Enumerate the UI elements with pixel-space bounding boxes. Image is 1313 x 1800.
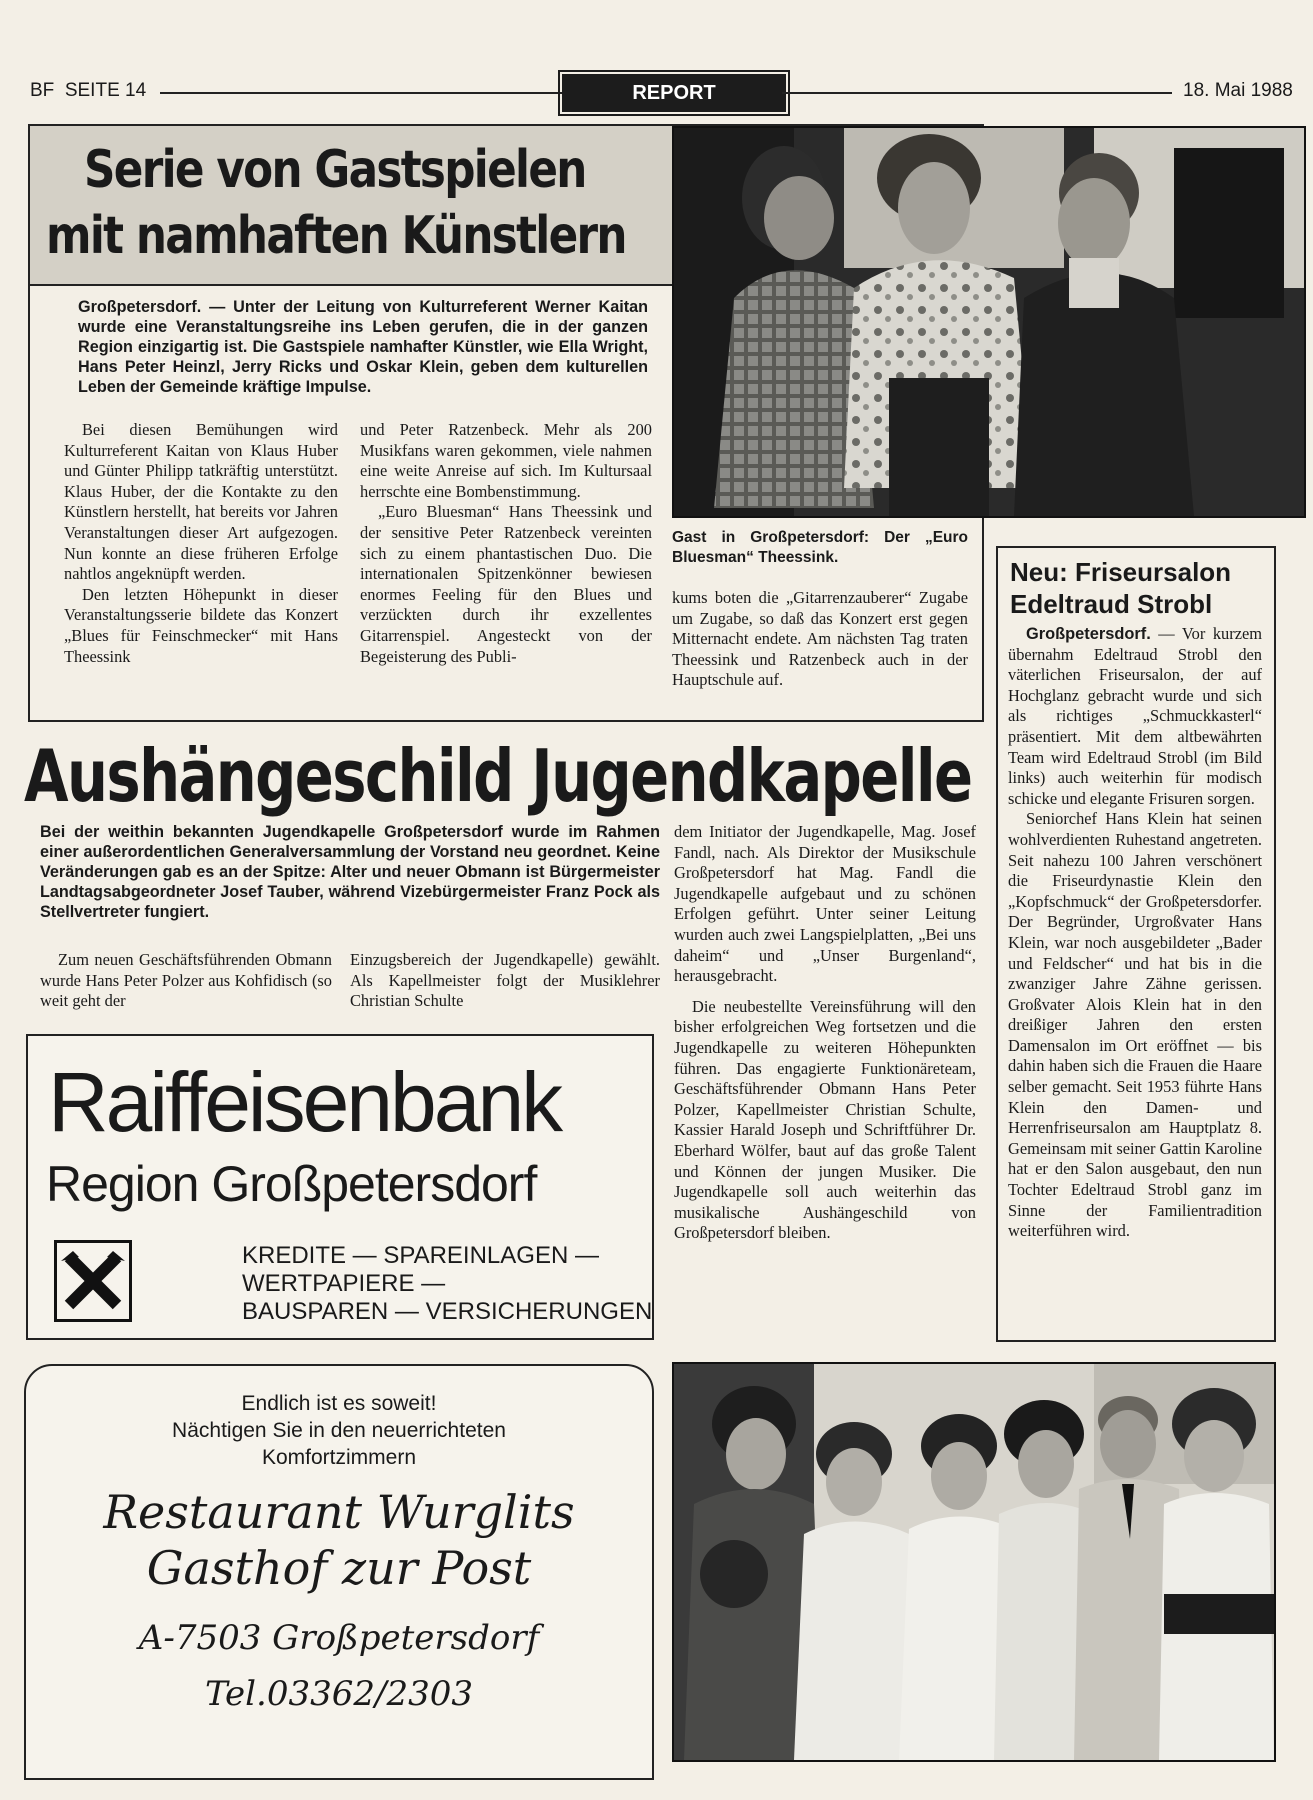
article2-col3 [674, 822, 976, 1244]
paragraph: Den letzten Höhepunkt in dieser Veranstaltungsserie bildete das Konzert „Blues für Feinschmecker“ mit Hans Theessink [64, 584, 338, 666]
article2-col2 [350, 950, 660, 1012]
article1-headline-box [30, 126, 674, 286]
bank-region: Region Großpetersdorf [46, 1156, 537, 1212]
musicians-photo-image [674, 128, 1304, 516]
article1-headline-line2: mit namhaften Künstlern [46, 206, 626, 266]
salon-team-photo [672, 1362, 1276, 1762]
paragraph: Zum neuen Geschäftsführenden Obmann wurde Hans Peter Polzer aus Kohfidisch (so weit geht der [40, 950, 332, 1011]
restaurant-phone: Tel.03362/2303 [205, 1674, 473, 1714]
article1-lead: Großpetersdorf. — Unter der Leitung von Kulturreferent Werner Kaitan wurde eine Veranstaltungsreihe ins Leben gerufen, die in der ganzen Region einzigartig ist. Die Gastspiele namhafter Künstler, wie Ella Wright, Hans Peter Heinzl, Jerry Ricks und Oskar Klein, geben dem kulturellen Leben der Gemeinde kräftige Impulse. [78, 298, 648, 396]
article3-headline-line1: Neu: Friseursalon [1010, 557, 1232, 587]
restaurant-ad-line: Nächtigen Sie in den neuerrichteten [172, 1419, 506, 1442]
restaurant-ad [24, 1364, 654, 1780]
article2-lead: Bei der weithin bekannten Jugendkapelle Großpetersdorf wurde im Rahmen einer außerordentlichen Generalversammlung der Vorstand neu geordnet. Keine Veränderungen gab es an der Spitze: Alter und neuer Obmann ist Bürgermeister Landtagsabgeordneter Josef Tauber, während Vizebürgermeister Franz Pock als Stellvertreter fungiert. [40, 823, 660, 921]
concert-photo-caption: Gast in Großpetersdorf: Der „Euro Bluesman“ Theessink. [672, 529, 968, 566]
restaurant-name: Restaurant Wurglits [103, 1485, 575, 1539]
paragraph: dem Initiator der Jugendkapelle, Mag. Josef Fandl, nach. Als Direktor der Musikschule Großpetersdorf hat Mag. Fandl die Jugendkapelle aufgebaut und zu schönen Erfolgen geführt. Unter seiner Leitung wurden auch zwei Langspielplatten, „Bei uns daheim“ und „Unser Burgenland“, herausgebracht. [674, 822, 976, 986]
header-rule-right [782, 92, 1172, 94]
bank-services [242, 1242, 652, 1326]
paragraph: Bei diesen Bemühungen wird Kulturreferent Kaitan von Klaus Huber und Günter Philipp tatkräftig unterstützt. Klaus Huber, der die Kontakte zu den Künstlern herstellt, hat bereits vor Jahren Veranstaltungen dieser Art aufgezogen. Nun konnte an diese früheren Erfolge nahtlos angeknüpft werden. [64, 420, 338, 584]
raiffeisen-giebelkreuz-logo [54, 1240, 132, 1322]
article3-headline [1010, 556, 1266, 620]
article2-col1 [40, 950, 332, 1012]
bank-services-line: WERTPAPIERE — [242, 1270, 446, 1297]
article1-col3 [672, 588, 968, 691]
page-label: BF SEITE 14 [30, 80, 147, 101]
restaurant-ad-line: Endlich ist es soweit! [241, 1392, 437, 1415]
restaurant-ad-line: Komfortzimmern [261, 1446, 417, 1469]
section-tag: REPORT [562, 74, 786, 112]
paragraph: — Vor kurzem übernahm Edeltraud Strobl den väterlichen Friseursalon, der auf Hochglanz gebracht wurde und sich als richtiges „Schmuckkasterl“ präsentiert. Mit dem altbewährten Team wird Edeltraud Strobl (im Bild links) auch weiterhin für modisch schicke und elegante Frisuren sorgen. [1008, 624, 1262, 808]
paragraph: und Peter Ratzenbeck. Mehr als 200 Musikfans waren gekommen, viele nahmen eine weite Anreise auf sich. Im Kultursaal herrschte eine Bombenstimmung. [360, 420, 652, 501]
issue-date: 18. Mai 1988 [1183, 80, 1293, 101]
paragraph: Die neubestellte Vereinsführung will den bisher erfolgreichen Weg fortsetzen und die Jugendkapelle zu weiteren Höhepunkten führen. Das engagierte Funktionäreteam, Geschäftsführender Obmann Hans Peter Polzer, Kapellmeister Christian Schulte, Kassier Harald Joseph und Schriftführer Dr. Eberhard Wölfer, baut auf das große Talent und Können der jungen Musiker. Die Jugendkapelle soll auch weiterhin das musikalische Aushängeschild von Großpetersdorf bleiben. [674, 996, 976, 1243]
raiffeisenbank-ad [26, 1034, 654, 1340]
bank-name: Raiffeisenbank [48, 1055, 561, 1149]
article2-headline: Aushängeschild Jugendkapelle [24, 734, 972, 818]
paragraph: kums boten die „Gitarrenzauberer“ Zugabe um Zugabe, so daß das Konzert erst gegen Mitternacht endete. Am nächsten Tag traten Theessink und Ratzenbeck auch in der Hauptschule auf. [672, 588, 968, 690]
bank-services-line: KREDITE — SPAREINLAGEN — [242, 1242, 599, 1269]
concert-photo [672, 126, 1306, 518]
dateline: Großpetersdorf. [1026, 625, 1151, 643]
article1-col2 [360, 420, 652, 667]
giebelkreuz-icon [57, 1243, 129, 1319]
article3-headline-line2: Edeltraud Strobl [1010, 589, 1213, 619]
paragraph: Seniorchef Hans Klein hat seinen wohlverdienten Ruhestand angetreten. Seit nahezu 100 Jahren verschönert die Friseurdynastie Klein den „Kopfschmuck“ der Großpetersdorfer. Der Begründer, Urgroßvater Hans Klein, war noch ausgebildeter „Bader und Feldscher“ und hat bis in die zwanziger Jahre Zähne gerissen. Großvater Alois Klein hat in den dreißiger Jahren den ersten Damensalon im Ort eröffnet — bis dahin haben sich die Frauen die Haare selber gemacht. Seit 1953 führte Hans Klein den Damen- und Herrenfriseursalon am Hauptplatz 8. Gemeinsam mit seiner Gattin Karoline hat er den Salon ausgebaut, den nun Tochter Edeltraud Strobl ganz im Sinne der Familientradition weiterführen wird. [1008, 809, 1262, 1241]
restaurant-ad-intro [26, 1390, 652, 1471]
paragraph: „Euro Bluesman“ Hans Theessink und der sensitive Peter Ratzenbeck vereinten sich zu einem phantastischen Duo. Die internationalen Spitzenkönner bewiesen enormes Feeling für den Blues und verzückten durch ihr exzellentes Gitarrenspiel. Angesteckt von der Begeisterung des Publi- [360, 502, 652, 666]
bank-services-line: BAUSPAREN — VERSICHERUNGEN [242, 1298, 653, 1325]
article1-col1 [64, 420, 338, 667]
article3-body [1008, 624, 1262, 1242]
article1-headline-line1: Serie von Gastspielen [84, 140, 586, 200]
restaurant-address: A-7503 Großpetersdorf [138, 1618, 540, 1658]
paragraph: Einzugsbereich der Jugendkapelle) gewählt. Als Kapellmeister folgt der Musiklehrer Christian Schulte [350, 950, 660, 1011]
salon-team-photo-image [674, 1364, 1274, 1760]
restaurant-name-2: Gasthof zur Post [146, 1541, 532, 1595]
header-rule-left [160, 92, 562, 94]
